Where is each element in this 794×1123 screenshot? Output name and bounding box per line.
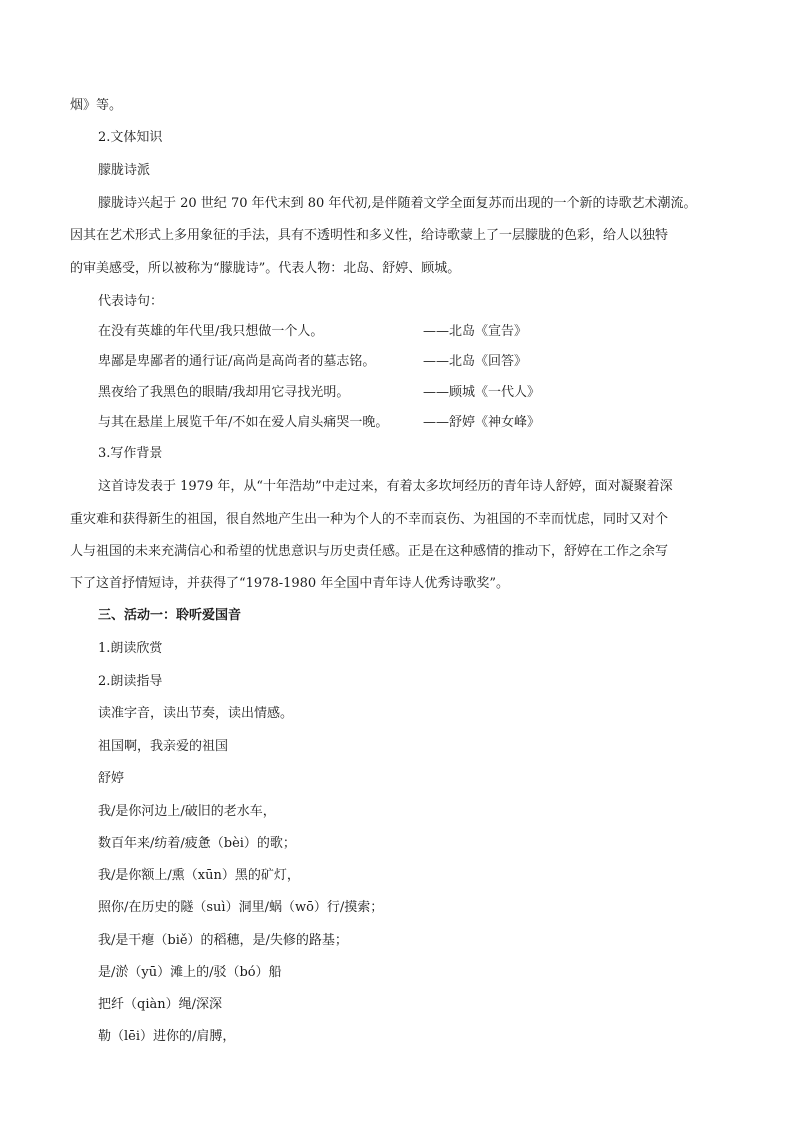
paragraph-line: 这首诗发表于 1979 年，从“十年浩劫”中走过来，有着太多坎坷经历的青年诗人舒婷，面对凝聚着深 [98,479,673,494]
quote-text: 卑鄙是卑鄙者的通行证/高尚是高尚者的墓志铭。 [98,354,376,369]
poem-line: 照你/在历史的隧（suì）洞里/蜗（wō）行/摸索； [98,900,384,915]
poem-line: 我/是你河边上/破旧的老水车， [98,804,276,819]
paragraph-line: 人与祖国的未来充满信心和希望的忧患意识与历史责任感。正是在这种感情的推动下，舒婷在工作之余写 [70,544,669,559]
quote-text: 黑夜给了我黑色的眼睛/我却用它寻找光明。 [98,385,350,400]
section-heading-activity: 三、活动一：聆听爱国音 [98,608,242,623]
quote-source: ——北岛《宣告》 [423,324,528,339]
section-heading-background: 3.写作背景 [98,446,163,461]
quotes-label: 代表诗句： [98,294,164,309]
quote-source: ——北岛《回答》 [423,354,528,369]
paragraph-line: 重灾难和获得新生的祖国，很自然地产生出一种为个人的不幸而哀伤、为祖国的不幸而忧虑，同时又对个 [70,512,669,527]
quote-text: 与其在悬崖上展览千年/不如在爱人肩头痛哭一晚。 [98,415,389,430]
poem-line: 数百年来/纺着/疲惫（bèi）的歌； [98,836,296,851]
quote-text: 在没有英雄的年代里/我只想做一个人。 [98,324,324,339]
section-heading-genre: 2.文体知识 [98,130,163,145]
poem-author: 舒婷 [98,771,125,786]
instruction-line: 读准字音，读出节奏，读出情感。 [98,706,294,721]
poem-line: 勒（lēi）进你的/肩膊， [98,1029,236,1044]
subheading-menglong: 朦胧诗派 [98,163,151,178]
paragraph-line: 的审美感受，所以被称为“朦胧诗”。代表人物：北岛、舒婷、顾城。 [70,261,461,276]
poem-line: 我/是你额上/熏（xūn）黑的矿灯， [98,868,300,883]
paragraph-line: 因其在艺术形式上多用象征的手法，具有不透明性和多义性，给诗歌蒙上了一层朦胧的色彩，给人以独特 [70,228,669,243]
poem-line: 是/淤（yū）滩上的/驳（bó）船 [98,965,282,980]
poem-line: 我/是干瘪（biě）的稻穗，是/失修的路基； [98,933,348,948]
paragraph-line: 下了这首抒情短诗，并获得了“1978-1980 年全国中青年诗人优秀诗歌奖”。 [70,576,509,591]
poem-title: 祖国啊，我亲爱的祖国 [98,739,229,754]
paragraph-line: 朦胧诗兴起于 20 世纪 70 年代末到 80 年代初,是伴随着文学全面复苏而出现的一个新的诗歌艺术潮流。 [98,196,697,211]
text-line-continuation: 烟》等。 [70,98,123,113]
quote-source: ——顾城《一代人》 [423,385,541,400]
step-heading: 2.朗读指导 [98,674,163,689]
poem-line: 把纤（qiàn）绳/深深 [98,997,222,1012]
step-heading: 1.朗读欣赏 [98,641,163,656]
quote-source: ——舒婷《神女峰》 [423,415,541,430]
